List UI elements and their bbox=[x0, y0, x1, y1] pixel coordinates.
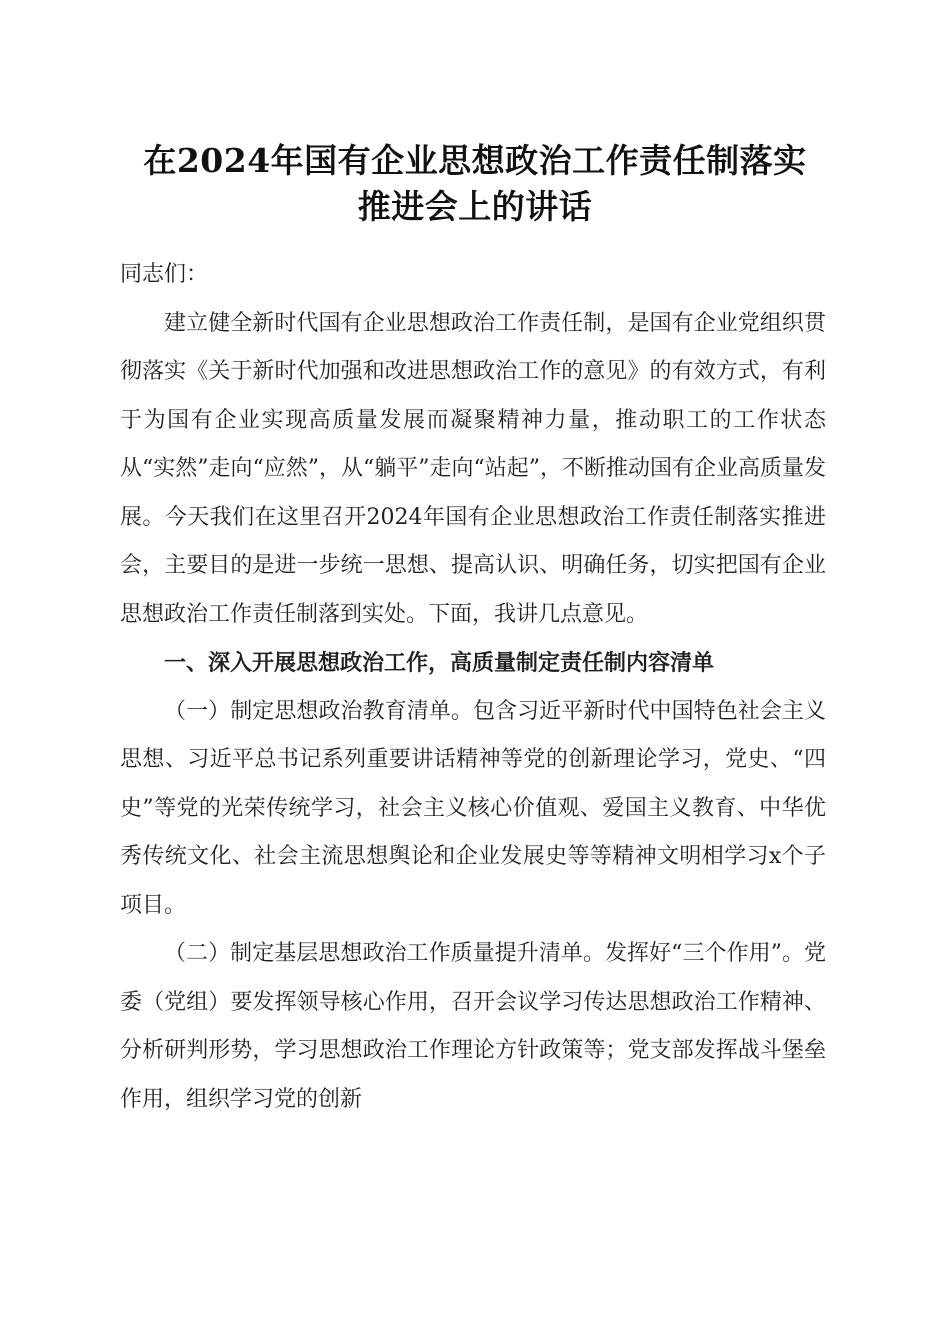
section-heading-1: 一、深入开展思想政治工作，高质量制定责任制内容清单 bbox=[164, 650, 715, 676]
title-line-2: 推进会上的讲话 bbox=[357, 187, 593, 226]
document-title bbox=[100, 138, 850, 230]
document-body bbox=[120, 251, 826, 1124]
paragraph-item-1: （一）制定思想政治教育清单。包含习近平新时代中国特色社会主义思想、习近平总书记系列重要讲话精神等党的创新理论学习，党史、“四史”等党的光荣传统学习，社会主义核心价值观、爱国主义教育、中华优秀传统文化、社会主流思想舆论和企业发展史等等精神文明相学习x个子项目。 bbox=[120, 698, 826, 918]
salutation: 同志们： bbox=[120, 262, 209, 287]
paragraph-intro: 建立健全新时代国有企业思想政治工作责任制，是国有企业党组织贯彻落实《关于新时代加强和改进思想政治工作的意见》的有效方式，有利于为国有企业实现高质量发展而凝聚精神力量，推动职工的工作状态从“实然”走向“应然”，从“躺平”走向“站起”，不断推动国有企业高质量发展。今天我们在这里召开2024年国有企业思想政治工作责任制落实推进会，主要目的是进一步统一思想、提高认识、明确任务，切实把国有企业思想政治工作责任制落到实处。下面，我讲几点意见。 bbox=[120, 310, 826, 627]
title-line-1: 在2024年国有企业思想政治工作责任制落实 bbox=[143, 141, 807, 180]
paragraph-item-2: （二）制定基层思想政治工作质量提升清单。发挥好“三个作用”。党委（党组）要发挥领导核心作用，召开会议学习传达思想政治工作精神、分析研判形势，学习思想政治工作理论方针政策等；党支部发挥战斗堡垒作用，组织学习党的创新 bbox=[120, 941, 826, 1112]
